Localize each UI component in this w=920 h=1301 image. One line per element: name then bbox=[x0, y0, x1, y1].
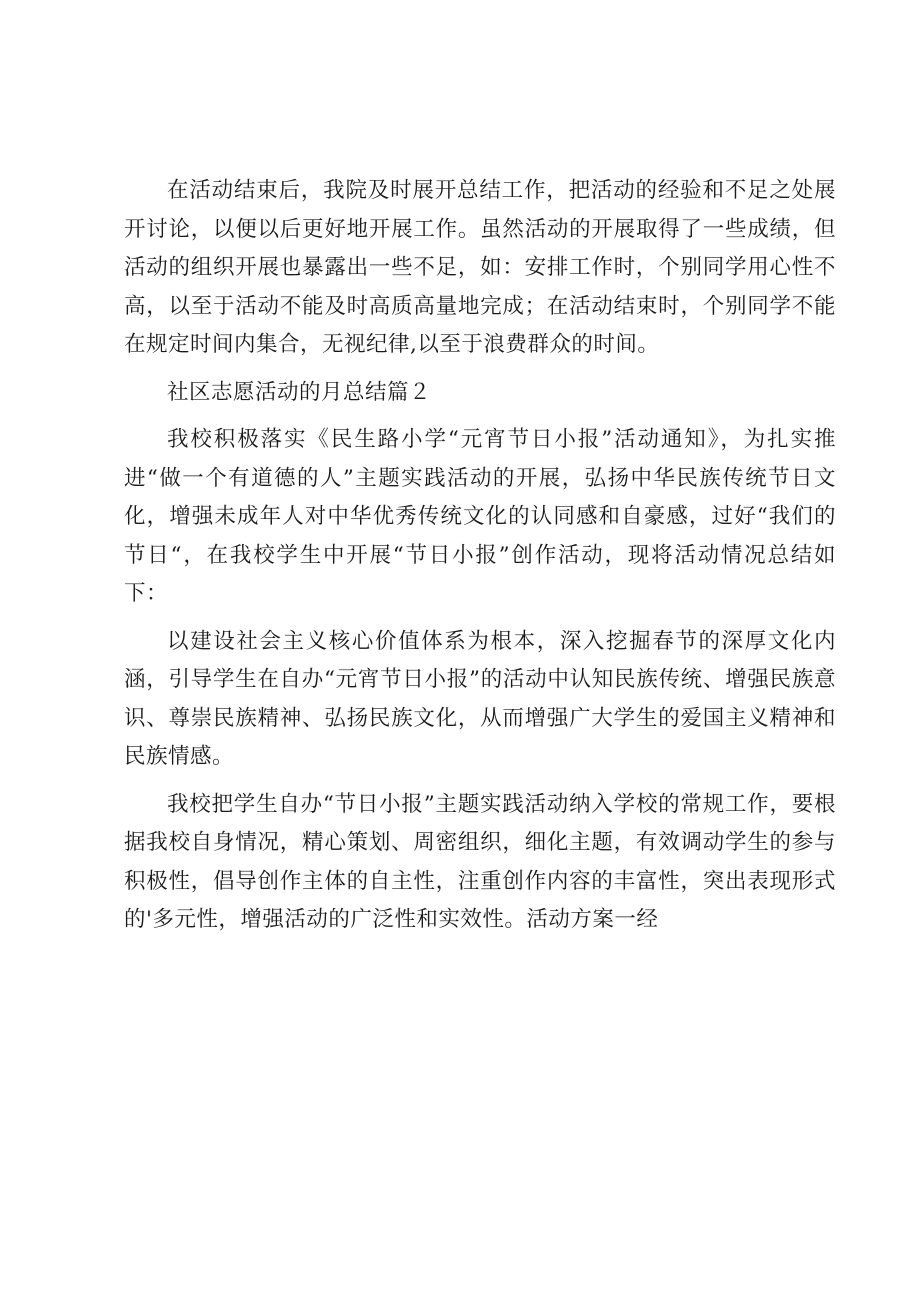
document-body bbox=[124, 172, 836, 949]
paragraph-activity-summary: 在活动结束后，我院及时展开总结工作，把活动的经验和不足之处展开讨论，以便以后更好地开展工作。虽然活动的开展取得了一些成绩，但活动的组织开展也暴露出一些不足，如：安排工作时，个别同学用心性不高，以至于活动不能及时高质高量地完成；在活动结束时，个别同学不能在规定时间内集合，无视纪律,以至于浪费群众的时间。 bbox=[124, 178, 836, 357]
paragraph-school-notice: 我校积极落实《民生路小学“元宵节日小报”活动通知》，为扎实推进“做一个有道德的人”主题实践活动的开展，弘扬中华民族传统节日文化，增强未成年人对中华优秀传统文化的认同感和自豪感，过好“我们的节日“，在我校学生中开展“节日小报”创作活动，现将活动情况总结如下： bbox=[124, 427, 836, 606]
paragraph-regular-work: 我校把学生自办“节日小报”主题实践活动纳入学校的常规工作，要根据我校自身情况，精心策划、周密组织，细化主题，有效调动学生的参与积极性，倡导创作主体的自主性，注重创作内容的丰富性，突出表现形式的'多元性，增强活动的广泛性和实效性。活动方案一经 bbox=[124, 791, 836, 932]
paragraph-core-values: 以建设社会主义核心价值体系为根本，深入挖掘春节的深厚文化内涵，引导学生在自办“元宵节日小报”的活动中认知民族传统、增强民族意识、尊崇民族精神、弘扬民族文化，从而增强广大学生的爱国主义精神和民族情感。 bbox=[124, 628, 836, 769]
section-heading: 社区志愿活动的月总结篇２ bbox=[167, 379, 432, 405]
